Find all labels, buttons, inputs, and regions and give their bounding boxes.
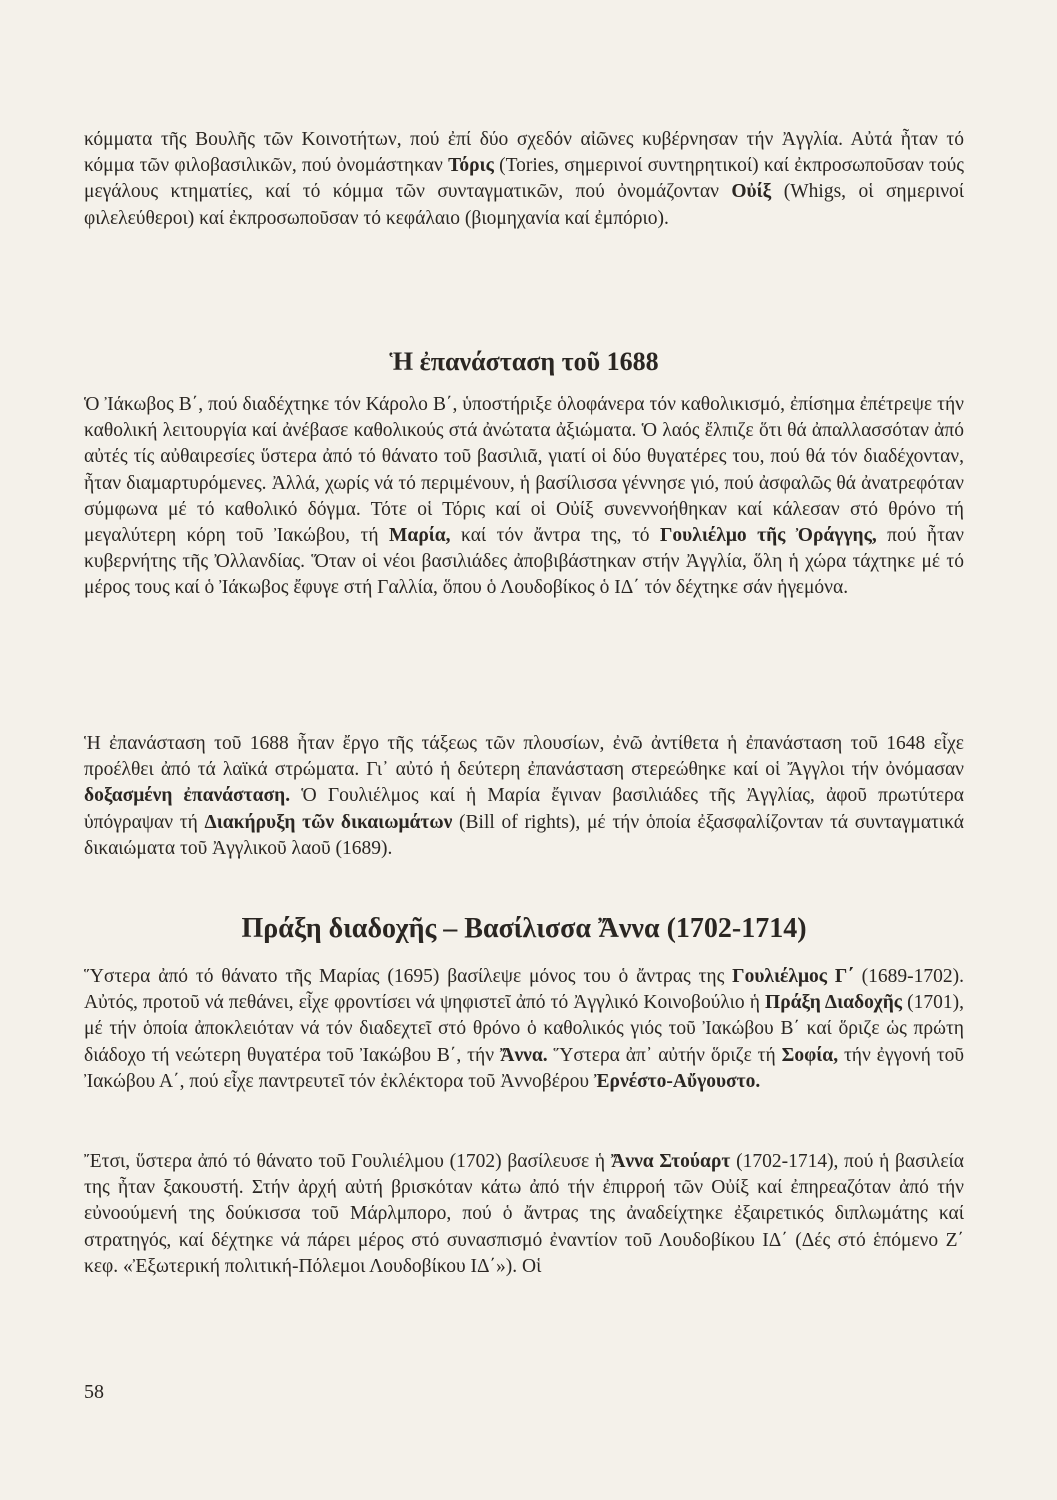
text-run: Ὁ Γουλιέλμος καί ἡ Μαρία ἔγιναν βασιλιάδες τῆς Ἀγγλίας, ἀφοῦ πρωτύτερα ὑπόγραψαν τή [84,785,964,833]
bold-term: Οὐίξ [731,181,772,203]
paragraph-queen-anne [84,1149,964,1280]
bold-term: Γουλιέλμο τῆς Ὀράγγης, [660,525,877,547]
bold-term: Ἄννα. [499,1044,548,1066]
paragraph-parliament-parties [84,127,964,232]
bold-term: Ἄννα Στούαρτ [610,1151,731,1172]
text-run: (1701), μέ τήν ὁποία ἀποκλειόταν νά τόν διαδεχτεῖ στό θρόνο ὁ καθολικός γιός τοῦ Ἰακώβου Β΄ καί ὅριζε ὡς πρώτη διάδοχο τή νεώτερη θυγατέρα τοῦ Ἰακώβου Β΄, τήν [84,992,964,1066]
paragraph-james-ii [84,392,964,602]
paragraph-william-iii [84,964,964,1095]
text-run: πού ἦταν κυβερνήτης τῆς Ὀλλανδίας. Ὅταν οἱ νέοι βασιλιάδες ἀποβιβάστηκαν στήν Ἀγγλία, ὅλη ἡ χώρα τάχτηκε μέ τό μέρος τους καί ὁ Ἰάκωβος ἔφυγε στή Γαλλία, ὅπου ὁ Λουδοβίκος ὁ ΙΔ΄ τόν δέχτηκε σάν ἡγεμόνα. [84,525,964,599]
text-run: (1702-1714), πού ἡ βασιλεία της ἦταν ξακουστή. Στήν ἀρχή αὐτή βρισκόταν κάτω ἀπό τήν ἐπιρροή τῶν Οὐίξ καί ἐπηρεαζόταν ἀπό τήν εὐνοούμενή της δούκισσα τοῦ Μάρλμπορο, πού ὁ ἄντρας της ἀναδείχτηκε ἐξαιρετικός διπλωμάτης καί στρατηγός, καί δέχτηκε νά πάρει μέρος στό συνασπισμό ἐναντίον τοῦ Λουδοβίκου ΙΔ΄ (Δές στό ἑπόμενο Ζ΄ κεφ. «Ἐξωτερική πολιτική-Πόλεμοι Λουδοβίκου ΙΔ΄»). Οἱ [84,1151,964,1277]
heading-act-of-succession: Πράξη διαδοχῆς – Βασίλισσα Ἄννα (1702-1714) [241,913,807,944]
bold-term: Μαρία, [389,525,451,547]
text-run: (Tories, σημερινοί συντηρητικοί) καί ἐκπροσωποῦσαν τούς μεγάλους κτηματίες, καί τό κόμμα τῶν συνταγματικῶν, πού ὀνομάζονταν [84,155,964,203]
text-run: κόμματα τῆς Βουλῆς τῶν Κοινοτήτων, πού ἐπί δύο σχεδόν αἰῶνες κυβέρνησαν τήν Ἀγγλία. Αὐτά ἦταν τό κόμμα τῶν φιλοβασιλικῶν, πού ὀνομάστηκαν [84,129,964,177]
text-run: Ὁ Ἰάκωβος Β΄, πού διαδέχτηκε τόν Κάρολο Β΄, ὑποστήριξε ὁλοφάνερα τόν καθολικισμό, ἐπίσημα ἐπέτρεψε τήν καθολική λειτουργία καί ἀνέβασε καθολικούς στά ἀνώτατα ἀξιώματα. Ὁ λαός ἔλπιζε ὅτι θά ἀπαλλασσόταν ἀπό αὐτές τίς αὐθαιρεσίες ὕστερα ἀπό τό θάνατο τοῦ βασιλιᾶ, γιατί οἱ δύο θυγατέρες του, πού θά τόν διαδέχονταν, ἦταν διαμαρτυρόμενες. Ἀλλά, χωρίς νά τό περιμένουν, ἡ βασίλισσα γέννησε γιό, πού ἀσφαλῶς θά ἀνατρεφόταν σύμφωνα μέ τό καθολικό δόγμα. Τότε οἱ Τόρις καί οἱ Οὐίξ συνεννοήθηκαν καί κάλεσαν στό θρόνο τή μεγαλύτερη κόρη τοῦ Ἰακώβου, τή [84,394,964,547]
text-run: (1689-1702). Αὐτός, προτοῦ νά πεθάνει, εἶχε φροντίσει νά ψηφιστεῖ ἀπό τό Ἀγγλικό Κοινοβούλιο ἡ [84,966,965,1014]
text-run: (Bill of rights), μέ τήν ὁποία ἐξασφαλίζονταν τά συνταγματικά δικαιώματα τοῦ Ἀγγλικοῦ λαοῦ (1689). [84,811,964,859]
heading-revolution-1688: Ἡ ἐπανάσταση τοῦ 1688 [389,347,659,376]
text-run: Ἔτσι, ὕστερα ἀπό τό θάνατο τοῦ Γουλιέλμου (1702) βασίλευσε ἡ [84,1151,611,1172]
bold-term: δοξασμένη ἐπανάσταση. [84,785,291,807]
text-run: τήν ἐγγονή τοῦ Ἰακώβου Α΄, πού εἶχε παντρευτεῖ τόν ἐκλέκτορα τοῦ Ἀννοβέρου [84,1044,964,1092]
text-run: Ἡ ἐπανάσταση τοῦ 1688 ἦταν ἔργο τῆς τάξεως τῶν πλουσίων, ἐνῶ ἀντίθετα ἡ ἐπανάσταση τοῦ 1648 εἶχε προέλθει ἀπό τά λαϊκά στρώματα. Γι᾽ αὐτό ἡ δεύτερη ἐπανάσταση στερεώθηκε καί οἱ Ἄγγλοι τήν ὀνόμασαν [84,733,964,781]
bold-term: Σοφία, [781,1044,839,1066]
page-number: 58 [84,1381,104,1403]
text-run: Ὕστερα ἀπ᾽ αὐτήν ὅριζε τή [547,1044,782,1066]
bold-term: Τόρις [448,155,494,177]
bold-term: Γουλιέλμος Γ΄ [732,966,854,987]
paragraph-glorious-revolution [84,731,964,862]
text-run: (Whigs, οἱ σημερινοί φιλελεύθεροι) καί ἐκπροσωποῦσαν τό κεφάλαιο (βιομηχανία καί ἐμπόριο). [84,181,965,229]
bold-term: Πράξη Διαδοχῆς [765,992,902,1014]
bold-term: Ἐρνέστο-Αὔγουστο. [593,1070,761,1092]
bold-term: Διακήρυξη τῶν δικαιωμάτων [204,811,453,833]
text-run: Ὕστερα ἀπό τό θάνατο τῆς Μαρίας (1695) βασίλεψε μόνος του ὁ ἄντρας της [84,966,733,987]
text-run: καί τόν ἄντρα της, τό [450,525,661,547]
